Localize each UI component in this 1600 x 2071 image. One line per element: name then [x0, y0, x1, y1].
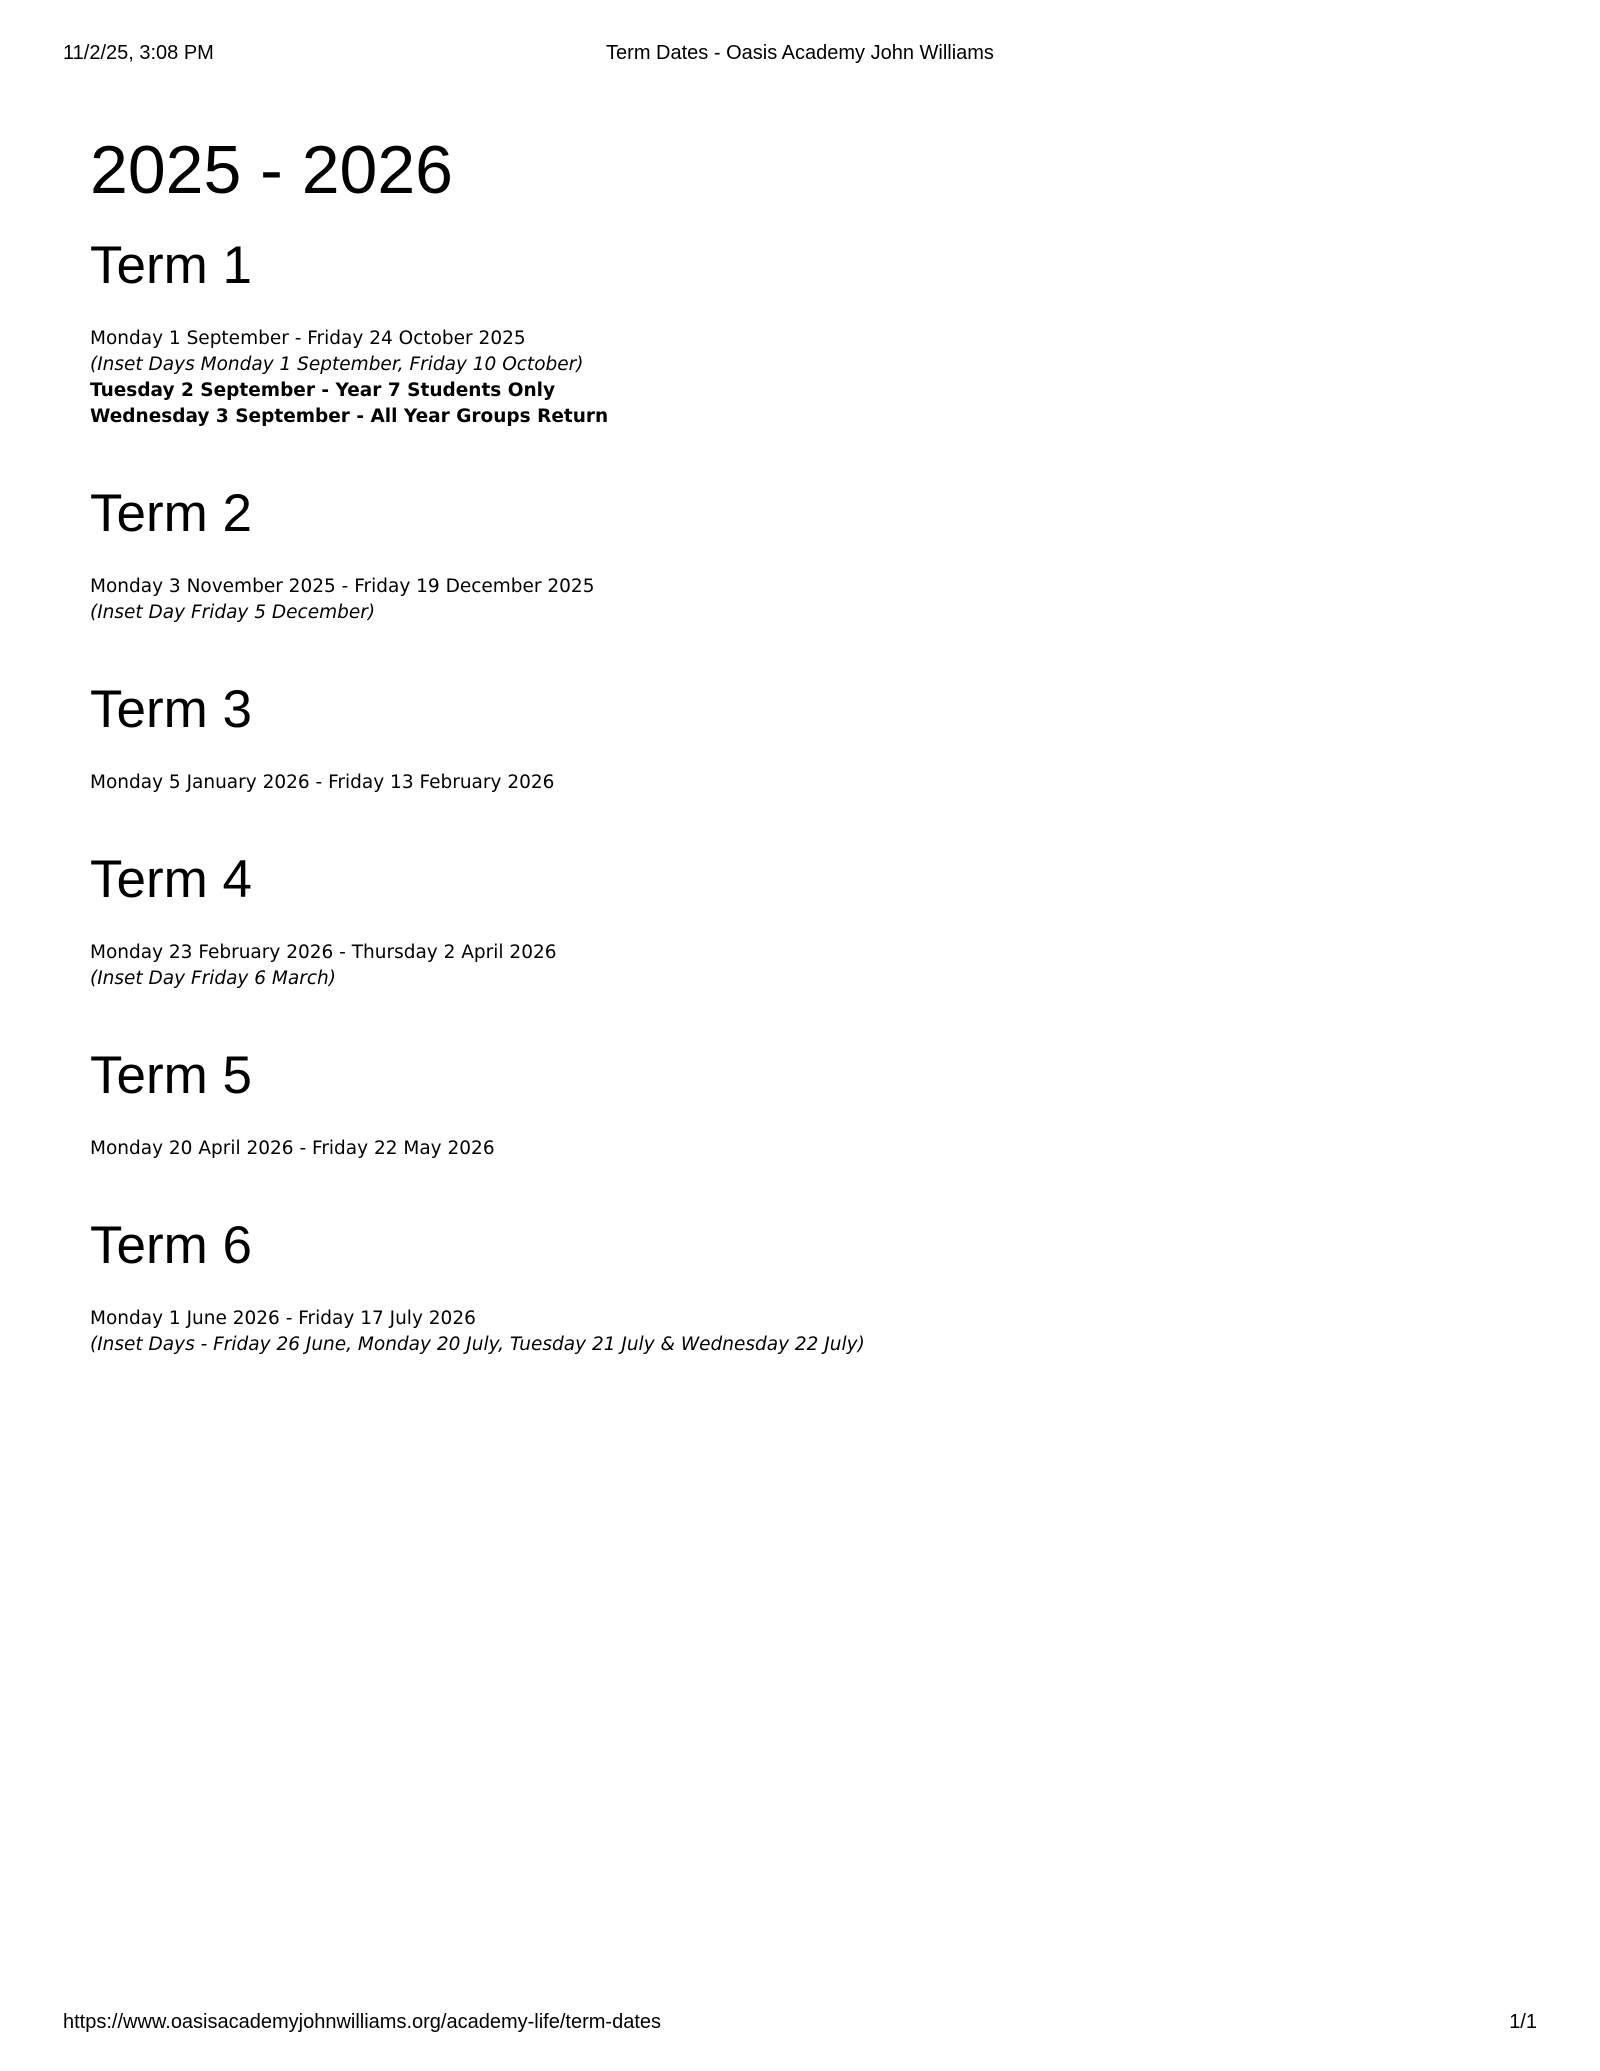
- section-spacer: [90, 796, 1490, 850]
- inset-days-note: (Inset Day Friday 5 December): [90, 602, 376, 623]
- main-content: [90, 130, 1490, 1358]
- term-dates: [90, 1306, 1490, 1358]
- term-6-section: [90, 1216, 1490, 1358]
- term-4-section: [90, 850, 1490, 992]
- term-2-section: [90, 484, 1490, 626]
- term-date-range: Monday 20 April 2026 - Friday 22 May 2026: [90, 1138, 495, 1159]
- term-date-range: Monday 23 February 2026 - Thursday 2 April 2026: [90, 942, 557, 963]
- print-header: [63, 40, 1537, 66]
- term-date-range: Monday 1 June 2026 - Friday 17 July 2026: [90, 1308, 476, 1329]
- term-3-section: [90, 680, 1490, 796]
- section-spacer: [90, 992, 1490, 1046]
- page-url: https://www.oasisacademyjohnwilliams.org/academy-life/term-dates: [63, 2011, 662, 2033]
- term-title: Term 3: [90, 680, 252, 739]
- term-dates: [90, 770, 1490, 796]
- term-5-section: [90, 1046, 1490, 1162]
- term-title: Term 4: [90, 850, 252, 909]
- academic-year-title: 2025 - 2026: [90, 132, 453, 208]
- term-dates: [90, 1136, 1490, 1162]
- term-date-range: Monday 1 September - Friday 24 October 2025: [90, 328, 526, 349]
- print-page-title: Term Dates - Oasis Academy John Williams: [606, 42, 994, 64]
- term-1-section: [90, 236, 1490, 430]
- term-date-range: Monday 5 January 2026 - Friday 13 February 2026: [90, 772, 555, 793]
- term-title: Term 6: [90, 1216, 252, 1275]
- inset-days-note: (Inset Days Monday 1 September, Friday 10 October): [90, 354, 584, 375]
- all-years-return-note: Wednesday 3 September - All Year Groups Return: [90, 406, 609, 427]
- section-spacer: [90, 626, 1490, 680]
- term-title: Term 5: [90, 1046, 252, 1105]
- inset-days-note: (Inset Day Friday 6 March): [90, 968, 336, 989]
- term-title: Term 1: [90, 236, 252, 295]
- section-spacer: [90, 430, 1490, 484]
- print-datetime: 11/2/25, 3:08 PM: [63, 42, 214, 64]
- inset-days-note: (Inset Days - Friday 26 June, Monday 20 July, Tuesday 21 July & Wednesday 22 July): [90, 1334, 865, 1355]
- term-dates: [90, 574, 1490, 626]
- year-7-return-note: Tuesday 2 September - Year 7 Students Only: [90, 380, 556, 401]
- term-date-range: Monday 3 November 2025 - Friday 19 December 2025: [90, 576, 595, 597]
- term-dates: [90, 326, 1490, 430]
- term-dates: [90, 940, 1490, 992]
- page-number: 1/1: [1509, 2011, 1537, 2033]
- term-title: Term 2: [90, 484, 252, 543]
- section-spacer: [90, 1162, 1490, 1216]
- print-footer: [63, 2009, 1537, 2035]
